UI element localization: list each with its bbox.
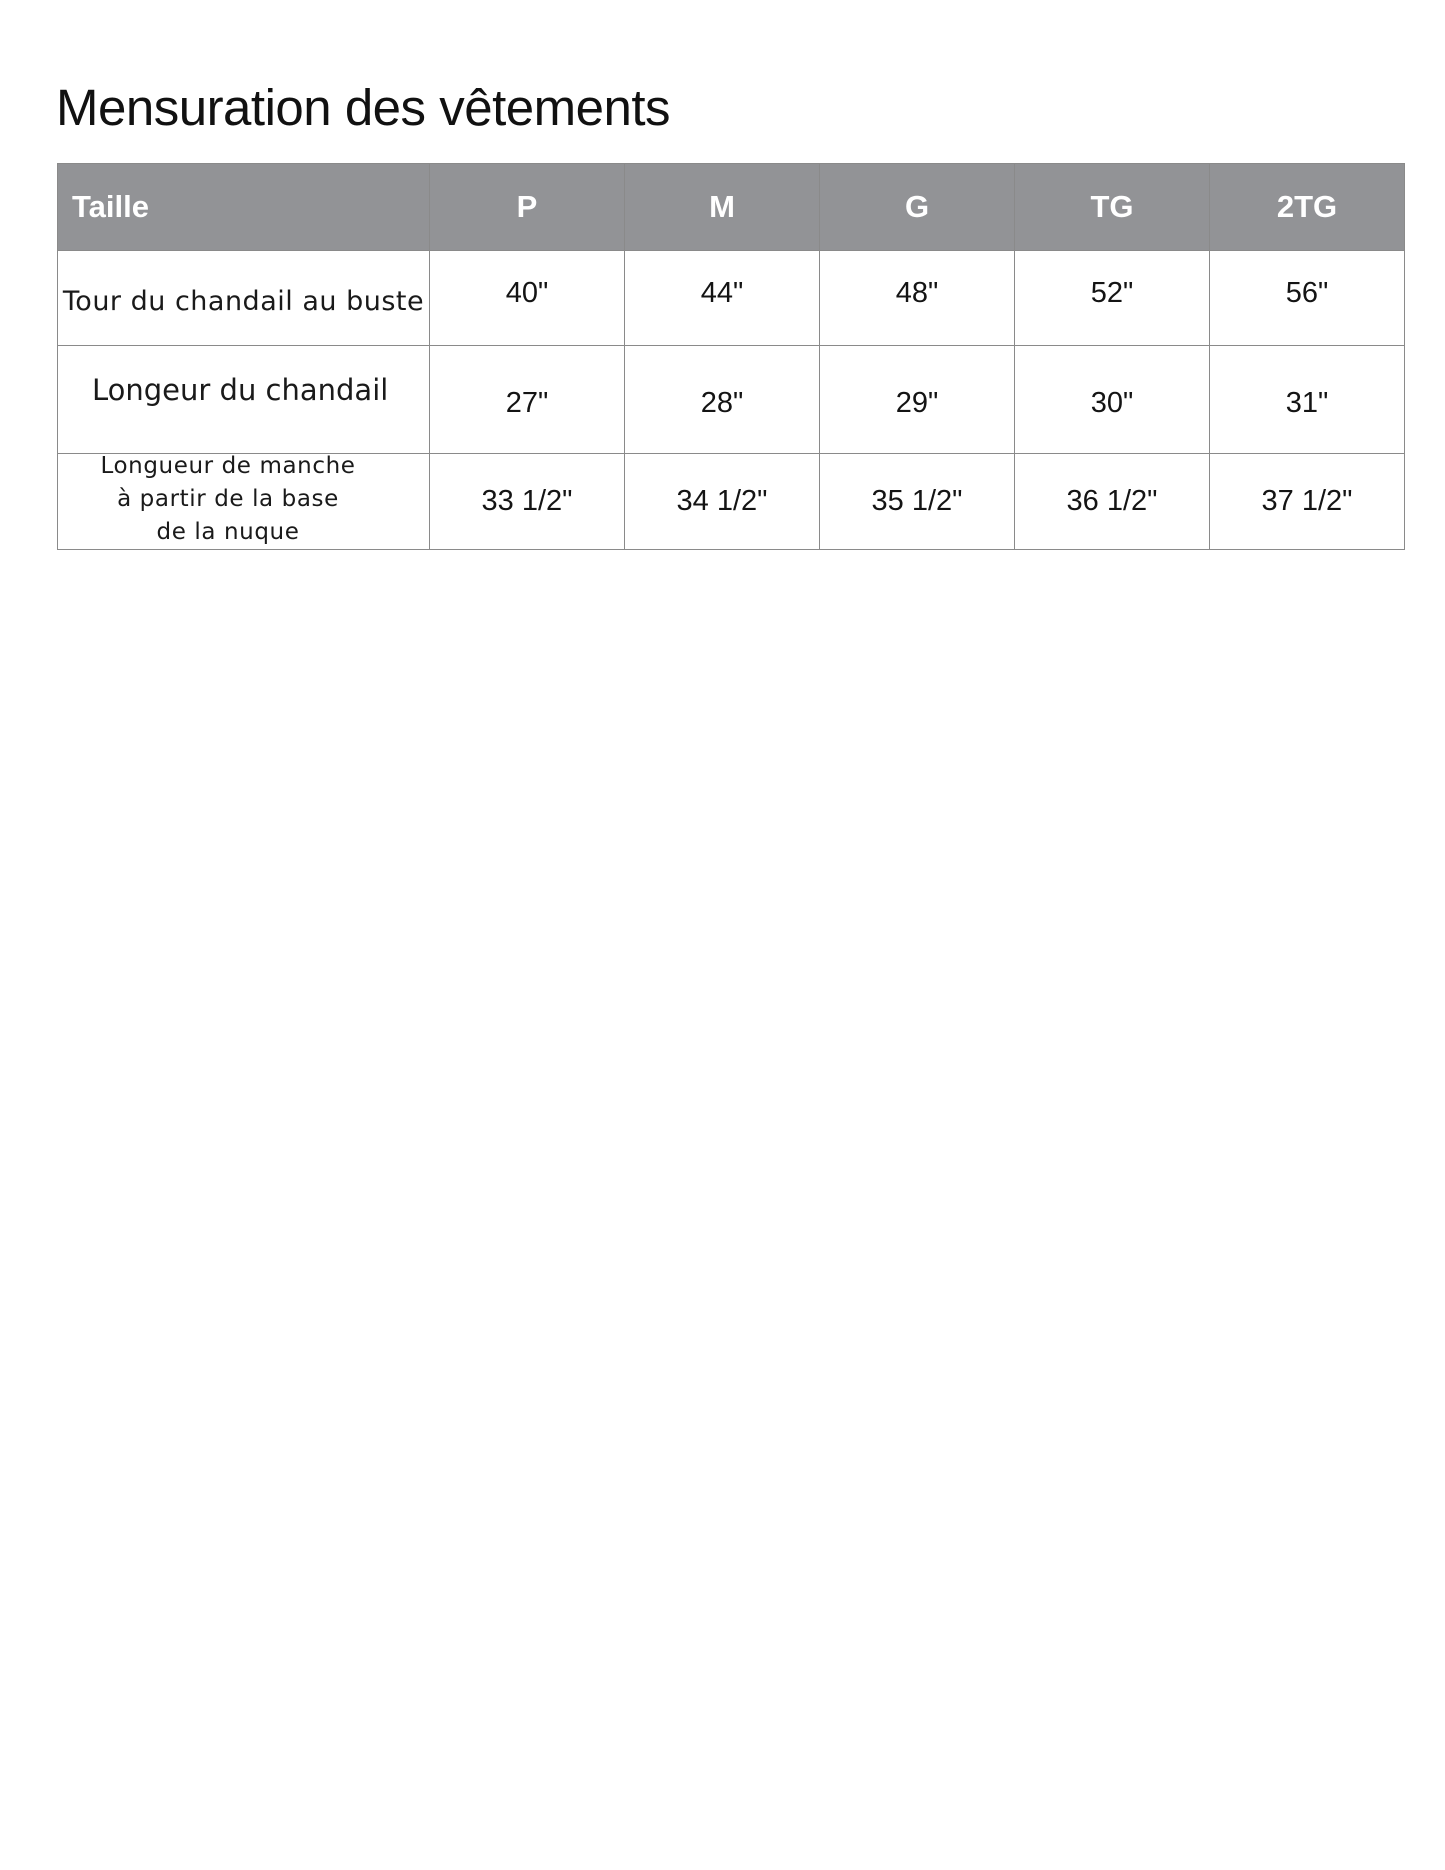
size-header-m: M: [625, 164, 820, 251]
table-cell: 37 1/2": [1210, 454, 1405, 550]
table-cell: 36 1/2": [1015, 454, 1210, 550]
table-cell: 40": [430, 251, 625, 346]
row-label-bust: Tour du chandail au buste: [58, 251, 430, 346]
size-chart-table: [57, 163, 1405, 550]
table-row-bust: [58, 251, 1405, 346]
size-header-2tg: 2TG: [1210, 164, 1405, 251]
size-header-p: P: [430, 164, 625, 251]
table-cell: 31": [1210, 346, 1405, 454]
row-label-sleeve: [58, 454, 430, 550]
table-row-sleeve: [58, 454, 1405, 550]
row-label-sleeve-line: Longueur de manche: [100, 453, 356, 479]
table-cell: 34 1/2": [625, 454, 820, 550]
size-header-g: G: [820, 164, 1015, 251]
header-row: [58, 164, 1405, 251]
row-label-length: Longeur du chandail: [58, 346, 430, 454]
table-cell: 52": [1015, 251, 1210, 346]
table-cell: 35 1/2": [820, 454, 1015, 550]
table-cell: 29": [820, 346, 1015, 454]
table-row-length: [58, 346, 1405, 454]
row-label-sleeve-line: de la nuque: [156, 519, 300, 545]
row-label-sleeve-line: à partir de la base: [117, 486, 339, 512]
table-cell: 30": [1015, 346, 1210, 454]
header-label-cell: Taille: [58, 164, 430, 251]
table-cell: 33 1/2": [430, 454, 625, 550]
table-cell: 27": [430, 346, 625, 454]
page-title: Mensuration des vêtements: [56, 79, 670, 136]
table-cell: 48": [820, 251, 1015, 346]
table-cell: 28": [625, 346, 820, 454]
table-cell: 56": [1210, 251, 1405, 346]
table-cell: 44": [625, 251, 820, 346]
size-header-tg: TG: [1015, 164, 1210, 251]
